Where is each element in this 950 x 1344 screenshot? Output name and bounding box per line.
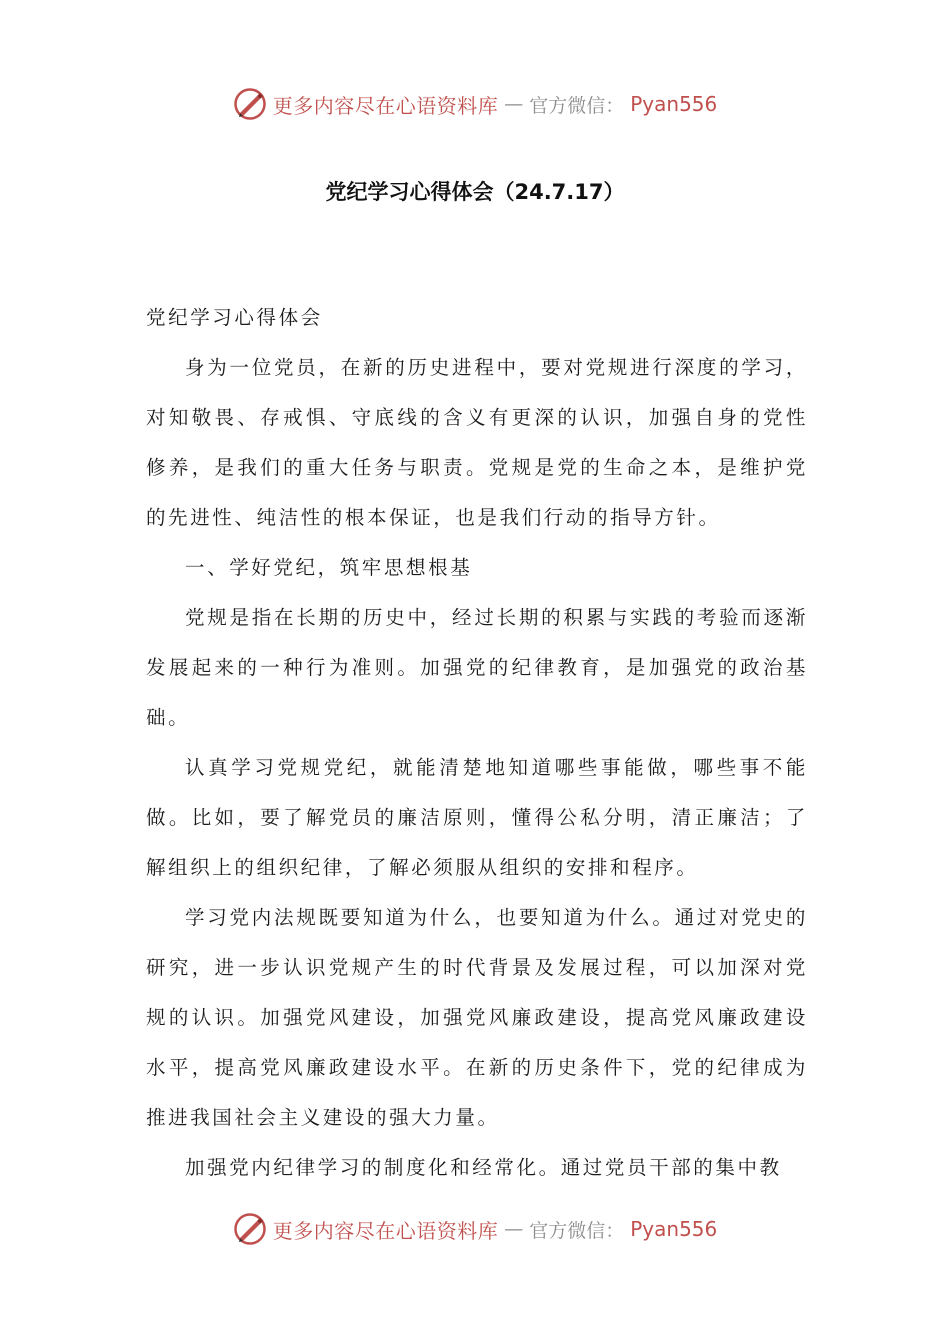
paragraph: 党规是指在长期的历史中，经过长期的积累与实践的考验而逐渐发展起来的一种行为准则。加强党的纪律教育，是加强党的政治基础。 [146, 606, 808, 729]
paragraph: 认真学习党规党纪，就能清楚地知道哪些事能做，哪些事不能做。比如，要了解党员的廉洁原则，懂得公私分明，清正廉洁；了解组织上的组织纪律，了解必须服从组织的安排和程序。 [146, 756, 808, 879]
banner-wechat-id: Pyan556 [630, 1217, 718, 1241]
header-watermark-banner [0, 84, 950, 124]
paragraph: 学习党内法规既要知道为什么，也要知道为什么。通过对党史的研究，进一步认识党规产生的时代背景及发展过程，可以加深对党规的认识。加强党风建设，加强党风廉政建设，提高党风廉政建设水平，提高党风廉政建设水平。在新的历史条件下，党的纪律成为推进我国社会主义建设的强大力量。 [146, 906, 808, 1129]
footer-watermark-banner [0, 1209, 950, 1249]
banner-dash: — [504, 93, 524, 115]
banner-dash: — [504, 1218, 524, 1240]
banner-wechat-label: 官方微信： [529, 1219, 625, 1242]
pen-logo-icon [233, 1212, 267, 1246]
document-subtitle: 党纪学习心得体会 [146, 306, 323, 329]
section-heading: 一、学好党纪，筑牢思想根基 [185, 556, 473, 579]
banner-text: 更多内容尽在心语资料库 [272, 93, 499, 118]
paragraph-intro: 身为一位党员，在新的历史进程中，要对党规进行深度的学习，对知敬畏、存戒惧、守底线的含义有更深的认识，加强自身的党性修养，是我们的重大任务与职责。党规是党的生命之本，是维护党的先进性、纯洁性的根本保证，也是我们行动的指导方针。 [146, 356, 808, 529]
document-title: 党纪学习心得体会（24.7.17） [325, 180, 625, 204]
banner-wechat-id: Pyan556 [630, 92, 718, 116]
pen-logo-icon [233, 87, 267, 121]
banner-wechat-label: 官方微信： [529, 94, 625, 117]
paragraph: 加强党内纪律学习的制度化和经常化。通过党员干部的集中教 [185, 1156, 782, 1179]
document-body [146, 293, 808, 1193]
banner-text: 更多内容尽在心语资料库 [272, 1218, 499, 1243]
